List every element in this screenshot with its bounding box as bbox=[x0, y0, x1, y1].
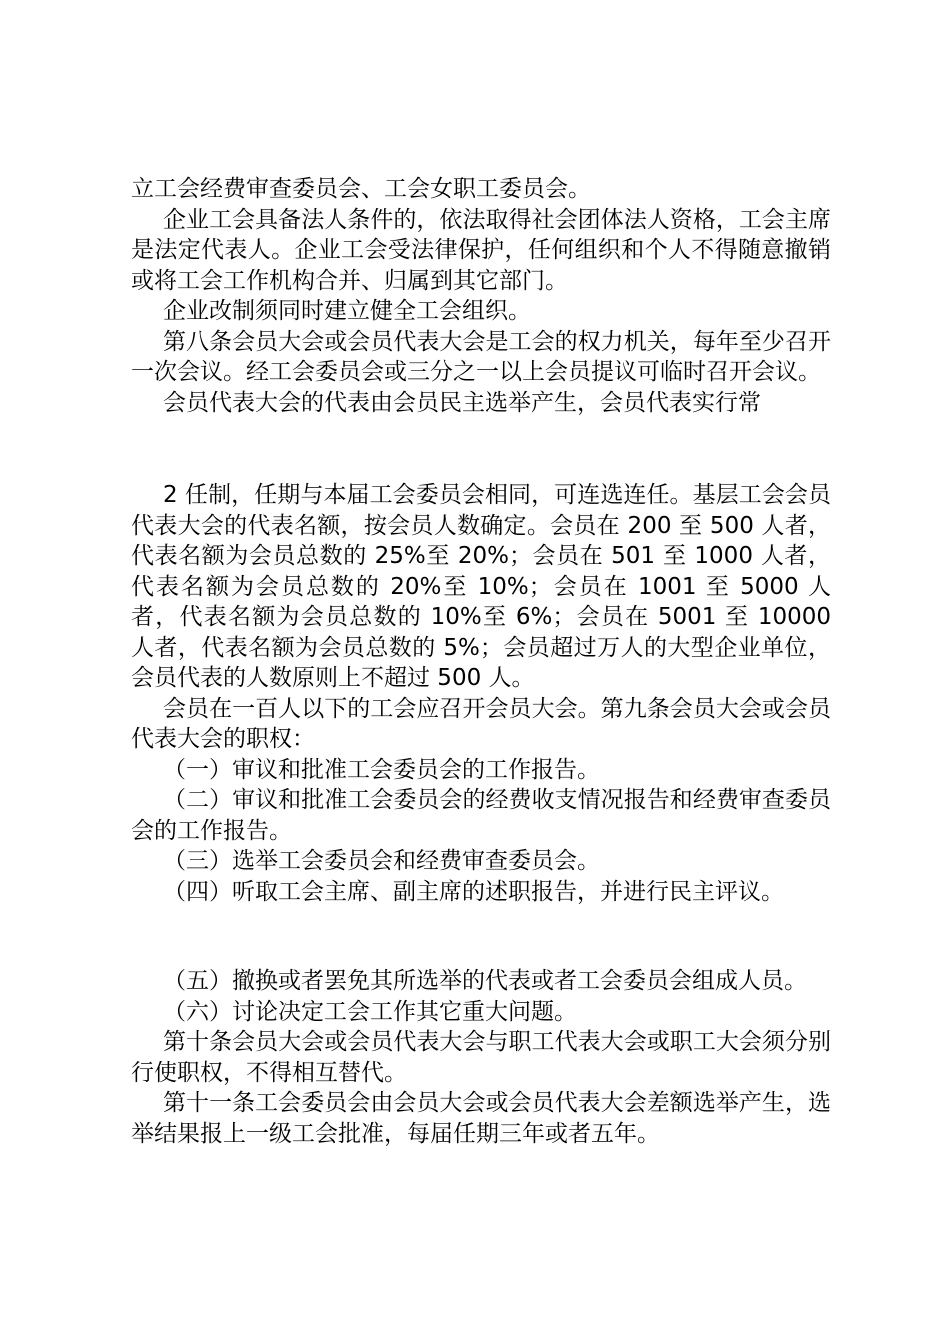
list-item-2: （二）审议和批准工会委员会的经费收支情况报告和经费审查委员会的工作报告。 bbox=[131, 787, 831, 844]
list-item-5: （五）撤换或者罢免其所选举的代表或者工会委员会组成人员。 bbox=[163, 968, 807, 994]
text-section-1 bbox=[131, 174, 831, 418]
list-item-4: （四）听取工会主席、副主席的述职报告，并进行民主评议。 bbox=[163, 878, 784, 905]
paragraph-legal-person: 企业工会具备法人条件的，依法取得社会团体法人资格，工会主席是法定代表人。企业工会受法律保护，任何组织和个人不得随意撤销或将工会工作机构合并、归属到其它部门。 bbox=[131, 206, 831, 294]
paragraph-restructuring: 企业改制须同时建立健全工会组织。 bbox=[163, 298, 531, 324]
paragraph-delegates: 会员代表大会的代表由会员民主选举产生，会员代表实行常 bbox=[163, 389, 761, 416]
paragraph-article-8: 第八条会员大会或会员代表大会是工会的权力机关，每年至少召开一次会议。经工会委员会或三分之一以上会员提议可临时召开会议。 bbox=[131, 328, 831, 385]
list-item-1: （一）审议和批准工会委员会的工作报告。 bbox=[163, 756, 600, 783]
list-item-6: （六）讨论决定工会工作其它重大问题。 bbox=[163, 998, 577, 1025]
paragraph-article-9: 会员在一百人以下的工会应召开会员大会。第九条会员大会或会员代表大会的职权： bbox=[131, 695, 831, 752]
list-item-3: （三）选举工会委员会和经费审查委员会。 bbox=[163, 848, 600, 874]
text-section-3 bbox=[131, 966, 831, 1149]
paragraph-article-10: 第十条会员大会或会员代表大会与职工代表大会或职工大会须分别行使职权，不得相互替代。 bbox=[131, 1029, 831, 1086]
text-section-2 bbox=[131, 480, 831, 907]
paragraph-article-11: 第十一条工会委员会由会员大会或会员代表大会差额选举产生，选举结果报上一级工会批准，每届任期三年或者五年。 bbox=[131, 1090, 831, 1147]
paragraph-delegate-quota: 2 任制，任期与本届工会委员会相同，可连选连任。基层工会会员代表大会的代表名额，按会员人数确定。会员在 200 至 500 人者，代表名额为会员总数的 25%至 20%；会员在 501 至 1000 人者，代表名额为会员总数的 20%至 10%；会员在 1001 至 5000 人者，代表名额为会员总数的 10%至 6%；会员在 5001 至 10000 人者，代表名额为会员总数的 5%；会员超过万人的大型企业单位，会员代表的人数原则上不超过 500 人。 bbox=[131, 482, 831, 691]
paragraph-continuation: 立工会经费审查委员会、工会女职工委员会。 bbox=[131, 176, 591, 202]
